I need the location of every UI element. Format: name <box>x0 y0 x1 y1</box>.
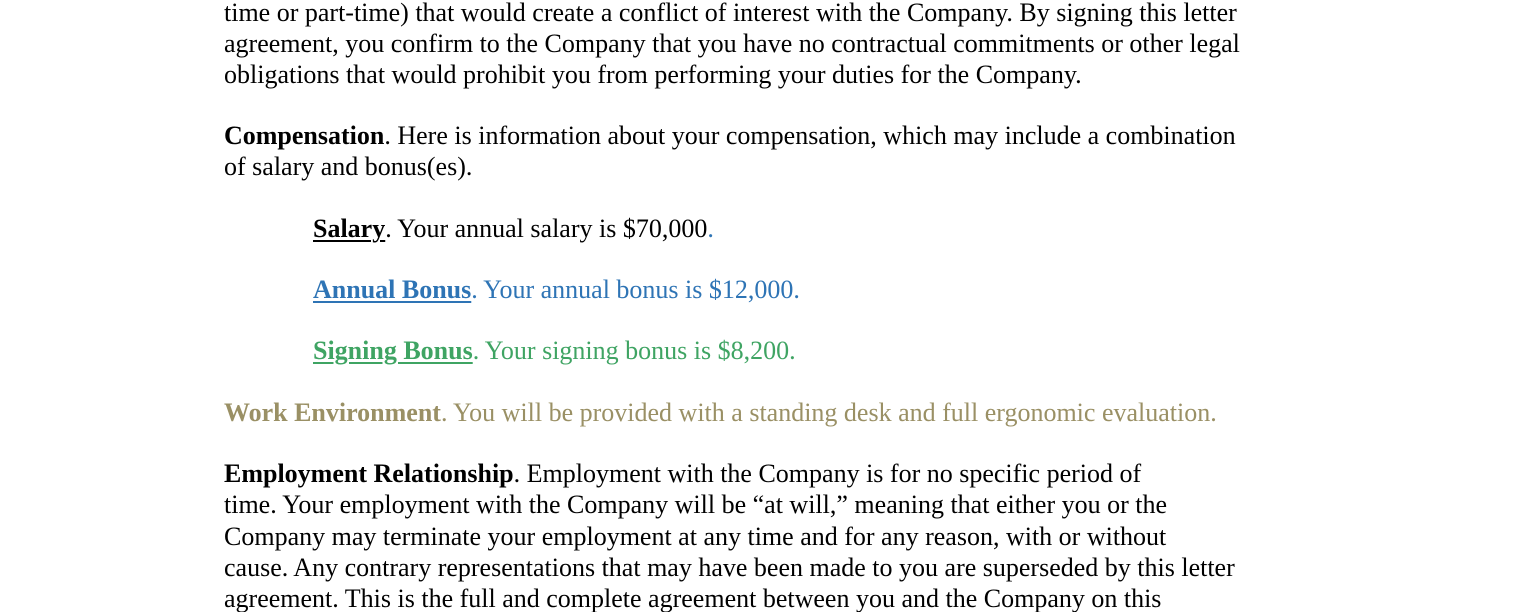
compensation-paragraph-line-2: of salary and bonus(es). <box>224 152 473 181</box>
employment-relationship-line-1 <box>224 458 1141 489</box>
compensation-text: . Here is information about your compensation, which may include a combination <box>384 121 1236 150</box>
signing-bonus-item <box>313 335 796 366</box>
employment-relationship-line-4: cause. Any contrary representations that may have been made to you are superseded by this letter <box>224 553 1235 582</box>
compensation-paragraph-line-1 <box>224 120 1236 151</box>
employment-relationship-line-5: agreement. This is the full and complete agreement between you and the Company on this <box>224 584 1162 612</box>
employment-relationship-line-3: Company may terminate your employment at any time and for any reason, with or without <box>224 522 1167 551</box>
annual-bonus-item <box>313 274 800 305</box>
intro-line-2: agreement, you confirm to the Company that you have no contractual commitments or other legal <box>224 29 1240 58</box>
employment-relationship-text: . Employment with the Company is for no specific period of <box>513 459 1142 488</box>
salary-label: Salary <box>313 214 386 243</box>
employment-relationship-line-2: time. Your employment with the Company will be “at will,” meaning that either you or the <box>224 490 1168 519</box>
employment-relationship-heading: Employment Relationship <box>224 459 514 488</box>
intro-line-3: obligations that would prohibit you from performing your duties for the Company. <box>224 60 1082 89</box>
work-environment-heading: Work Environment <box>224 398 441 427</box>
annual-bonus-label: Annual Bonus <box>313 275 472 304</box>
annual-bonus-text: . Your annual bonus is $12,000. <box>471 275 800 304</box>
signing-bonus-text: . Your signing bonus is $8,200. <box>472 336 796 365</box>
intro-line-1: time or part-time) that would create a conflict of interest with the Company. By signing this letter <box>224 0 1237 27</box>
salary-text: . Your annual salary is $70,000 <box>385 214 708 243</box>
compensation-heading: Compensation <box>224 121 385 150</box>
work-environment-paragraph <box>224 397 1217 428</box>
salary-end: . <box>707 214 714 243</box>
salary-item <box>313 213 714 244</box>
signing-bonus-label: Signing Bonus <box>313 336 473 365</box>
work-environment-text: . You will be provided with a standing desk and full ergonomic evaluation. <box>440 398 1217 427</box>
